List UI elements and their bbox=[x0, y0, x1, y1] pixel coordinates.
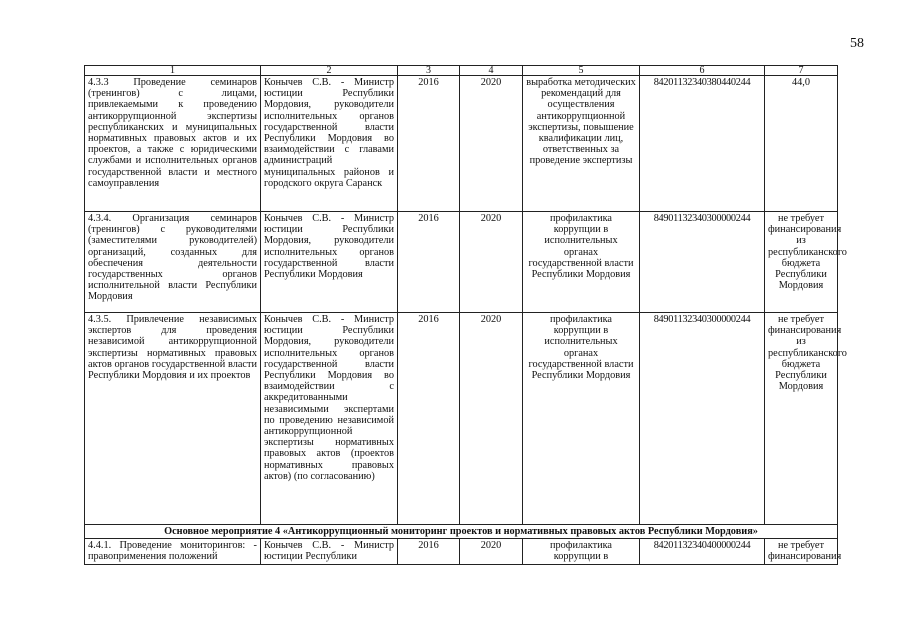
column-number: 2 bbox=[261, 66, 398, 76]
budget-code-cell: 84201132340400000244 bbox=[640, 539, 765, 564]
funding-cell: 44,0 bbox=[765, 76, 838, 212]
page-number: 58 bbox=[850, 36, 864, 51]
column-number: 3 bbox=[398, 66, 460, 76]
activity-cell: 4.3.3 Проведение семинаров (тренингов) с лицами, привлекаемыми к проведению антикоррупционной экспертизы республиканских и муниципальных нормативных правовых актов и их проектов, а также с юридическими службами и исполнительных органов государственной власти и местного самоуправления bbox=[85, 76, 261, 212]
column-number: 5 bbox=[523, 66, 640, 76]
measures-table bbox=[84, 65, 847, 565]
section-heading-row bbox=[85, 525, 838, 539]
end-year-cell: 2020 bbox=[460, 212, 523, 313]
activity-cell: 4.3.4. Организация семинаров (тренингов) с руководителями (заместителями руководителей) организаций, созданных для обеспечения деятельности государственных органов исполнительной власти Республики Мордовия bbox=[85, 212, 261, 313]
result-cell: профилактика коррупции в исполнительных органах государственной власти Республики Мордовия bbox=[523, 212, 640, 313]
column-number: 4 bbox=[460, 66, 523, 76]
end-year-cell: 2020 bbox=[460, 313, 523, 525]
budget-code-cell: 84201132340380440244 bbox=[640, 76, 765, 212]
budget-code-cell: 84901132340300000244 bbox=[640, 313, 765, 525]
end-year-cell: 2020 bbox=[460, 76, 523, 212]
table-row bbox=[85, 539, 838, 564]
column-number-row bbox=[85, 66, 838, 76]
table-row bbox=[85, 313, 838, 525]
start-year-cell: 2016 bbox=[398, 212, 460, 313]
funding-cell: не требует финансирования bbox=[765, 539, 838, 564]
funding-cell: не требует финансирования из республиканского бюджета Республики Мордовия bbox=[765, 313, 838, 525]
responsible-cell: Конычев С.В. - Министр юстиции Республики Мордовия, руководители исполнительных органов государственной власти Республики Мордовия во взаимодействии с главами администраций муниципальных районов и городского округа Саранск bbox=[261, 76, 398, 212]
start-year-cell: 2016 bbox=[398, 76, 460, 212]
table-row bbox=[85, 212, 838, 313]
start-year-cell: 2016 bbox=[398, 539, 460, 564]
section-heading: Основное мероприятие 4 «Антикоррупционный мониторинг проектов и нормативных правовых актов Республики Мордовия» bbox=[85, 525, 838, 539]
responsible-cell: Конычев С.В. - Министр юстиции Республики bbox=[261, 539, 398, 564]
result-cell: выработка методических рекомендаций для осуществления антикоррупционной экспертизы, повышение квалификации лиц, ответственных за проведение экспертизы bbox=[523, 76, 640, 212]
result-cell: профилактика коррупции в bbox=[523, 539, 640, 564]
start-year-cell: 2016 bbox=[398, 313, 460, 525]
budget-code-cell: 84901132340300000244 bbox=[640, 212, 765, 313]
result-cell: профилактика коррупции в исполнительных органах государственной власти Республики Мордовия bbox=[523, 313, 640, 525]
column-number: 6 bbox=[640, 66, 765, 76]
table-row bbox=[85, 76, 838, 212]
activity-cell: 4.4.1. Проведение мониторингов: - правоприменения положений bbox=[85, 539, 261, 564]
column-number: 7 bbox=[765, 66, 838, 76]
column-number: 1 bbox=[85, 66, 261, 76]
funding-cell: не требует финансирования из республиканского бюджета Республики Мордовия bbox=[765, 212, 838, 313]
responsible-cell: Конычев С.В. - Министр юстиции Республики Мордовия, руководители исполнительных органов государственной власти Республики Мордовия во взаимодействии с аккредитованными независимыми экспертами по проведению независимой антикоррупционной экспертизы нормативных правовых актов (проектов нормативных правовых актов) (по согласованию) bbox=[261, 313, 398, 525]
end-year-cell: 2020 bbox=[460, 539, 523, 564]
activity-cell: 4.3.5. Привлечение независимых экспертов для проведения независимой антикоррупционной экспертизы нормативных правовых актов органов государственной власти Республики Мордовия и их проектов bbox=[85, 313, 261, 525]
responsible-cell: Конычев С.В. - Министр юстиции Республики Мордовия, руководители исполнительных органов государственной власти Республики Мордовия bbox=[261, 212, 398, 313]
